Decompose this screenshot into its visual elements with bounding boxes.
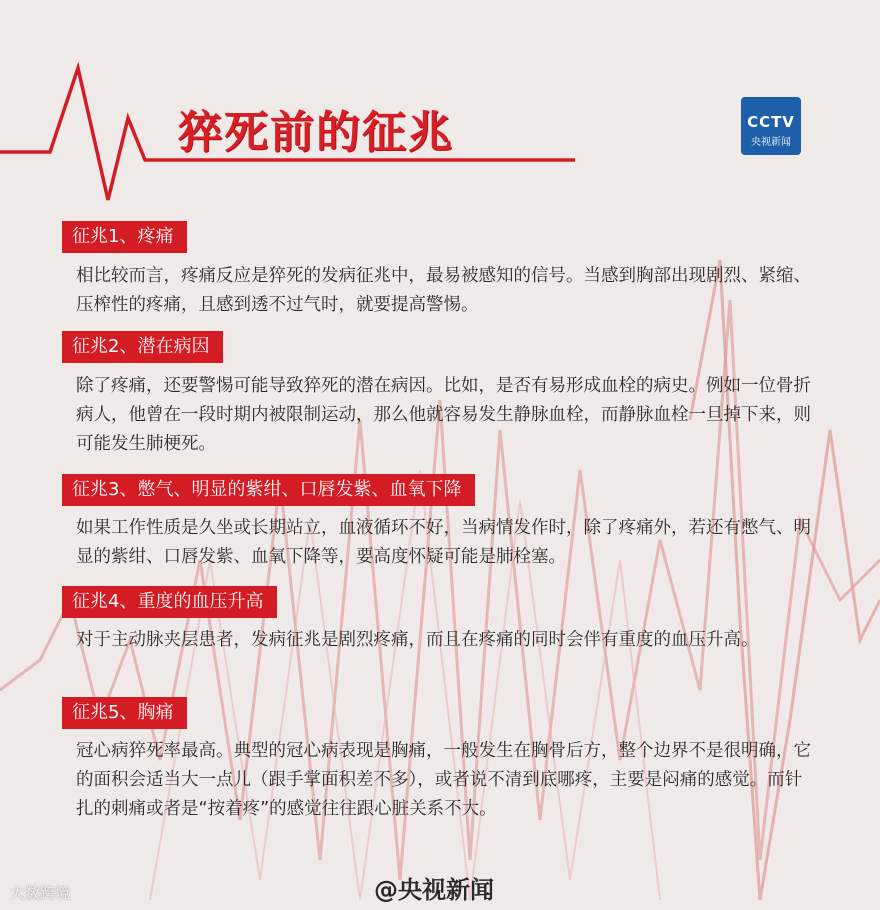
section-text-3: 如果工作性质是久坐或长期站立，血液循环不好，当病情发作时，除了疼痛外，若还有憋气、明显的紫绀、口唇发紫、血氧下降等，要高度怀疑可能是肺栓塞。: [76, 518, 811, 567]
section-text-2: 除了疼痛，还要警惕可能导致猝死的潜在病因。比如，是否有易形成血栓的病史。例如一位骨折病人，他曾在一段时期内被限制运动，那么他就容易发生静脉血栓，而静脉血栓一旦掉下来，则可能发生肺梗死。: [76, 376, 811, 454]
section-tag-1: 征兆1、疼痛: [62, 221, 187, 253]
page-title: 猝死前的征兆: [178, 107, 454, 158]
section-text-1: 相比较而言，疼痛反应是猝死的发病征兆中，最易被感知的信号。当感到胸部出现剧烈、紧缩、压榨性的疼痛，且感到透不过气时，就要提高警惕。: [76, 266, 811, 315]
section-text-5: 冠心病猝死率最高。典型的冠心病表现是胸痛，一般发生在胸骨后方，整个边界不是很明确，它的面积会适当大一点儿（跟手掌面积差不多），或者说不清到底哪疼，主要是闷痛的感觉。而针扎的刺痛或者是“按着疼”的感觉往往跟心脏关系不大。: [76, 741, 811, 819]
cctv-logo: [741, 97, 801, 155]
section-tag-2: 征兆2、潜在病因: [62, 331, 223, 363]
section-tag-3: 征兆3、憋气、明显的紫绀、口唇发紫、血氧下降: [62, 474, 475, 506]
section-tag-5: 征兆5、胸痛: [62, 697, 187, 729]
section-text-4: 对于主动脉夹层患者，发病征兆是剧烈疼痛，而且在疼痛的同时会伴有重度的血压升高。: [76, 630, 759, 650]
section-tag-4: 征兆4、重度的血压升高: [62, 586, 277, 618]
corner-watermark: 大数跨境: [10, 884, 71, 902]
cctv-logo-subtitle: 央视新闻: [751, 137, 791, 148]
cctv-logo-mark: CCTV: [747, 113, 795, 131]
footer-weibo-handle: @央视新闻: [374, 876, 494, 904]
